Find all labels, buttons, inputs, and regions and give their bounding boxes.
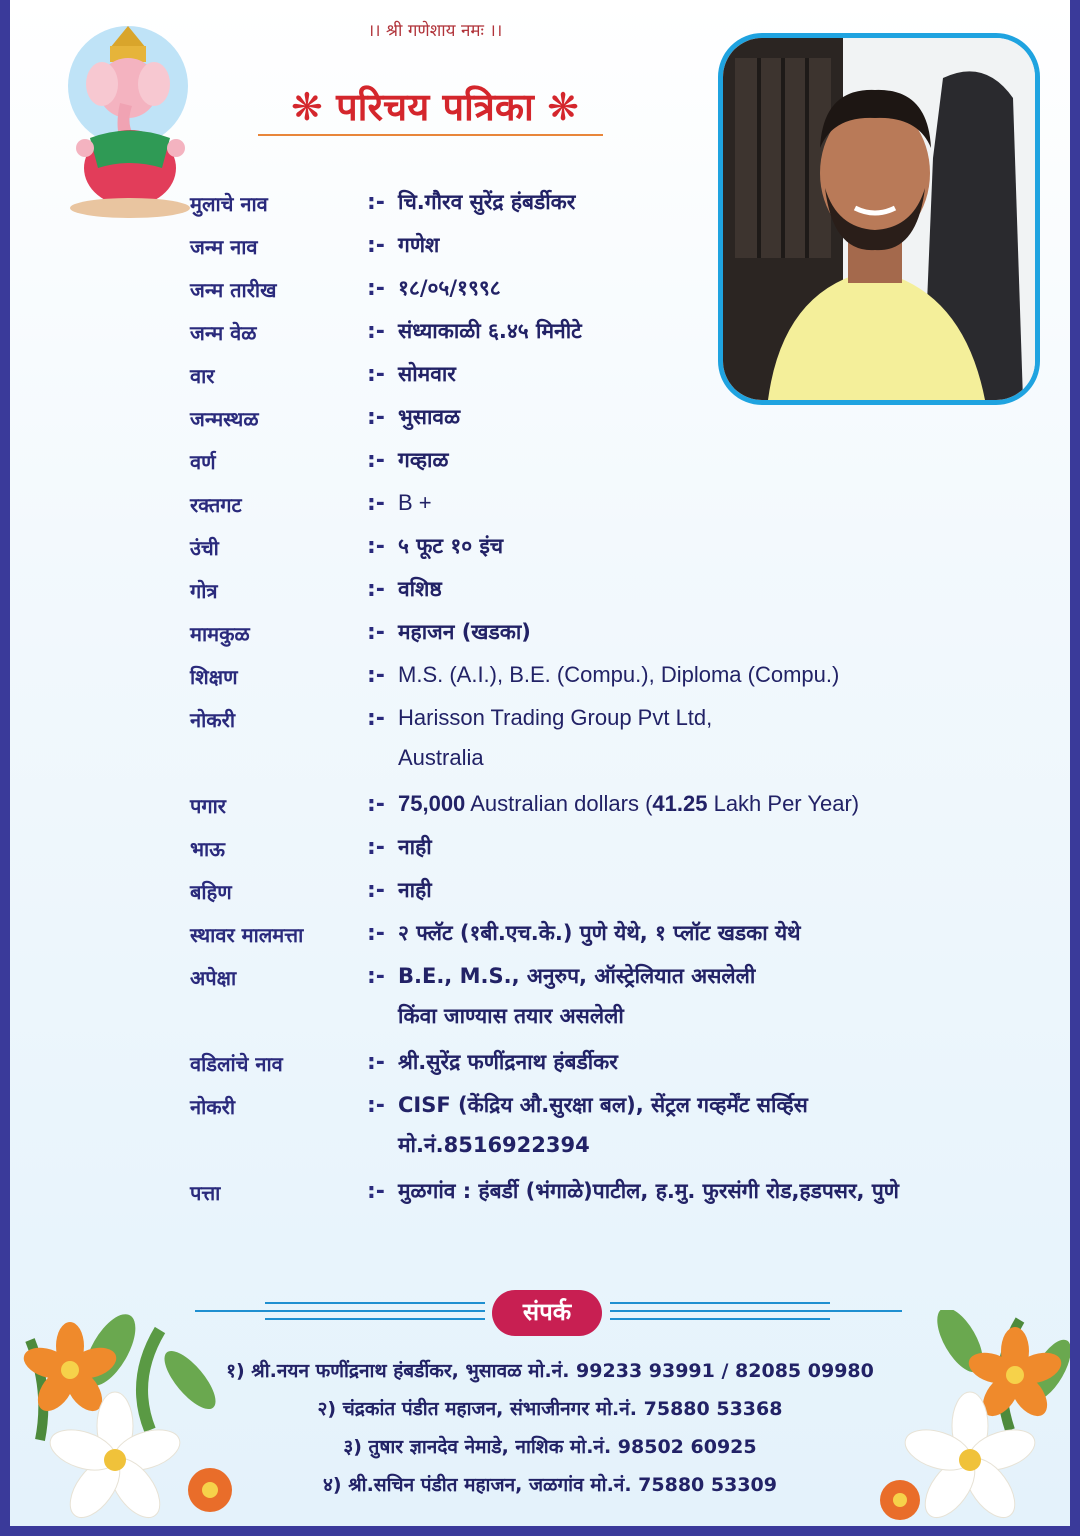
- detail-value: श्री.सुरेंद्र फणींद्रनाथ हंबर्डीकर: [398, 1050, 618, 1074]
- detail-value: चि.गौरव सुरेंद्र हंबर्डीकर: [398, 190, 576, 214]
- detail-separator: :-: [367, 620, 385, 645]
- ganesh-icon: [50, 18, 200, 223]
- detail-separator: :-: [367, 835, 385, 860]
- detail-value: २ फ्लॅट (१बी.एच.के.) पुणे येथे, १ प्लॉट खडका येथे: [398, 921, 801, 945]
- detail-label: बहिण: [190, 880, 232, 904]
- detail-row-gotra: [190, 571, 1010, 614]
- detail-separator: :-: [367, 405, 385, 430]
- detail-label: अपेक्षा: [190, 966, 237, 990]
- detail-value: [398, 956, 1018, 1036]
- detail-label: वर्ण: [190, 450, 216, 474]
- detail-row-complexion: [190, 442, 1010, 485]
- detail-separator: :-: [367, 1050, 385, 1075]
- detail-label: गोत्र: [190, 579, 218, 603]
- detail-value: गणेश: [398, 233, 440, 257]
- detail-label: रक्तगट: [190, 493, 242, 517]
- contact-list: [210, 1352, 890, 1504]
- detail-value: नाही: [398, 878, 432, 902]
- detail-row-blood-group: [190, 485, 1010, 528]
- detail-value-line2: किंवा जाण्यास तयार असलेली: [398, 1004, 624, 1028]
- detail-separator: :-: [367, 792, 385, 817]
- detail-separator: :-: [367, 577, 385, 602]
- flower-decoration-right-icon: [870, 1310, 1070, 1526]
- detail-row-birth-time: [190, 313, 1010, 356]
- contact-line: २) चंद्रकांत पंडीत महाजन, संभाजीनगर मो.नं. 75880 53368: [317, 1398, 783, 1420]
- flower-decoration-left-icon: [10, 1310, 240, 1526]
- detail-row-birth-date: [190, 270, 1010, 313]
- detail-label: वार: [190, 364, 215, 388]
- salary-currency: Australian dollars (: [470, 791, 653, 816]
- salary-amount: 75,000: [398, 791, 466, 816]
- biodata-card: [10, 0, 1070, 1526]
- detail-row-property: [190, 915, 1010, 958]
- detail-separator: :-: [367, 233, 385, 258]
- contact-divider-right-lower: [610, 1318, 830, 1320]
- detail-row-job: [190, 700, 1010, 786]
- detail-label: पत्ता: [190, 1181, 221, 1205]
- detail-label: मुलाचे नाव: [190, 192, 268, 216]
- detail-row-sister: [190, 872, 1010, 915]
- detail-separator: :-: [367, 921, 385, 946]
- shloka-text: ।। श्री गणेशाय नमः ।।: [367, 21, 503, 41]
- detail-value-line1: Harisson Trading Group Pvt Ltd,: [398, 705, 713, 730]
- detail-row-height: [190, 528, 1010, 571]
- detail-value: संध्याकाळी ६.४५ मिनीटे: [398, 319, 582, 343]
- detail-row-brother: [190, 829, 1010, 872]
- detail-label: वडिलांचे नाव: [190, 1052, 283, 1076]
- title-ornament-right: ❋: [547, 85, 579, 129]
- detail-separator: :-: [367, 362, 385, 387]
- detail-label: मामकुळ: [190, 622, 250, 646]
- contact-divider-right-upper: [610, 1302, 830, 1304]
- detail-value: नाही: [398, 835, 432, 859]
- detail-row-maternal-clan: [190, 614, 1010, 657]
- detail-separator: :-: [367, 276, 385, 301]
- detail-separator: :-: [367, 491, 385, 516]
- detail-separator: :-: [367, 878, 385, 903]
- detail-label: जन्म तारीख: [190, 278, 277, 302]
- detail-separator: :-: [367, 1179, 385, 1204]
- title-underline: [258, 134, 603, 136]
- detail-value-line1: CISF (केंद्रिय औ.सुरक्षा बल), सेंट्रल गव्हर्मेंट सर्व्हिस: [398, 1093, 808, 1117]
- detail-row-birth-name: [190, 227, 1010, 270]
- detail-row-day: [190, 356, 1010, 399]
- detail-label: जन्मस्थळ: [190, 407, 259, 431]
- detail-label: शिक्षण: [190, 665, 238, 689]
- detail-label: नोकरी: [190, 1095, 235, 1119]
- detail-row-father-name: [190, 1044, 1010, 1087]
- detail-separator: :-: [367, 706, 385, 731]
- contact-heading: संपर्क: [492, 1290, 602, 1336]
- detail-row-address: [190, 1173, 1010, 1216]
- detail-value: [398, 698, 1018, 778]
- contact-line: १) श्री.नयन फणींद्रनाथ हंबर्डीकर, भुसावळ मो.नं. 99233 93991 / 82085 09980: [226, 1360, 874, 1382]
- detail-label: स्थावर मालमत्ता: [190, 923, 304, 947]
- detail-value: वशिष्ठ: [398, 577, 442, 601]
- detail-row-father-job: [190, 1087, 1010, 1173]
- title-text: परिचय पत्रिका: [336, 85, 534, 129]
- page-title: [180, 80, 690, 132]
- detail-value-line1: B.E., M.S., अनुरुप, ऑस्ट्रेलियात असलेली: [398, 964, 756, 988]
- detail-label: उंची: [190, 536, 219, 560]
- details-list: [190, 184, 1010, 1216]
- detail-value: गव्हाळ: [398, 448, 449, 472]
- detail-label: नोकरी: [190, 708, 235, 732]
- detail-value-line2: मो.नं.8516922394: [398, 1133, 590, 1157]
- contact-divider-right: [610, 1310, 902, 1312]
- detail-row-salary: [190, 786, 1010, 829]
- detail-separator: :-: [367, 663, 385, 688]
- detail-value: सोमवार: [398, 362, 456, 386]
- detail-value-line2: Australia: [398, 745, 484, 770]
- salary-lakh: 41.25: [652, 791, 708, 816]
- detail-value: मुळगांव : हंबर्डी (भंगाळे)पाटील, ह.मु. फुरसंगी रोड,हडपसर, पुणे: [398, 1179, 899, 1203]
- detail-row-expectation: [190, 958, 1010, 1044]
- detail-label: भाऊ: [190, 837, 225, 861]
- title-ornament-left: ❋: [291, 85, 323, 129]
- detail-value: [398, 1085, 1018, 1165]
- contact-divider-left-lower: [265, 1318, 485, 1320]
- detail-value: [398, 784, 1018, 824]
- detail-row-name: [190, 184, 1010, 227]
- detail-value: महाजन (खडका): [398, 620, 531, 644]
- detail-value: भुसावळ: [398, 405, 461, 429]
- detail-row-birth-place: [190, 399, 1010, 442]
- contact-line: ४) श्री.सचिन पंडीत महाजन, जळगांव मो.नं. 75880 53309: [323, 1474, 777, 1496]
- detail-row-education: [190, 657, 1010, 700]
- detail-value: १८/०५/१९९८: [398, 276, 501, 300]
- detail-label: जन्म नाव: [190, 235, 258, 259]
- contact-line: ३) तुषार ज्ञानदेव नेमाडे, नाशिक मो.नं. 98502 60925: [343, 1436, 757, 1458]
- detail-separator: :-: [367, 190, 385, 215]
- detail-separator: :-: [367, 319, 385, 344]
- detail-label: पगार: [190, 794, 226, 818]
- detail-separator: :-: [367, 964, 385, 989]
- detail-value: B +: [398, 490, 432, 515]
- contact-divider-left-upper: [265, 1302, 485, 1304]
- salary-per-year: Lakh Per Year): [713, 791, 860, 816]
- detail-separator: :-: [367, 1093, 385, 1118]
- detail-value: ५ फूट १० इंच: [398, 534, 504, 558]
- detail-value: M.S. (A.I.), B.E. (Compu.), Diploma (Compu.): [398, 662, 840, 687]
- detail-separator: :-: [367, 448, 385, 473]
- detail-label: जन्म वेळ: [190, 321, 257, 345]
- detail-separator: :-: [367, 534, 385, 559]
